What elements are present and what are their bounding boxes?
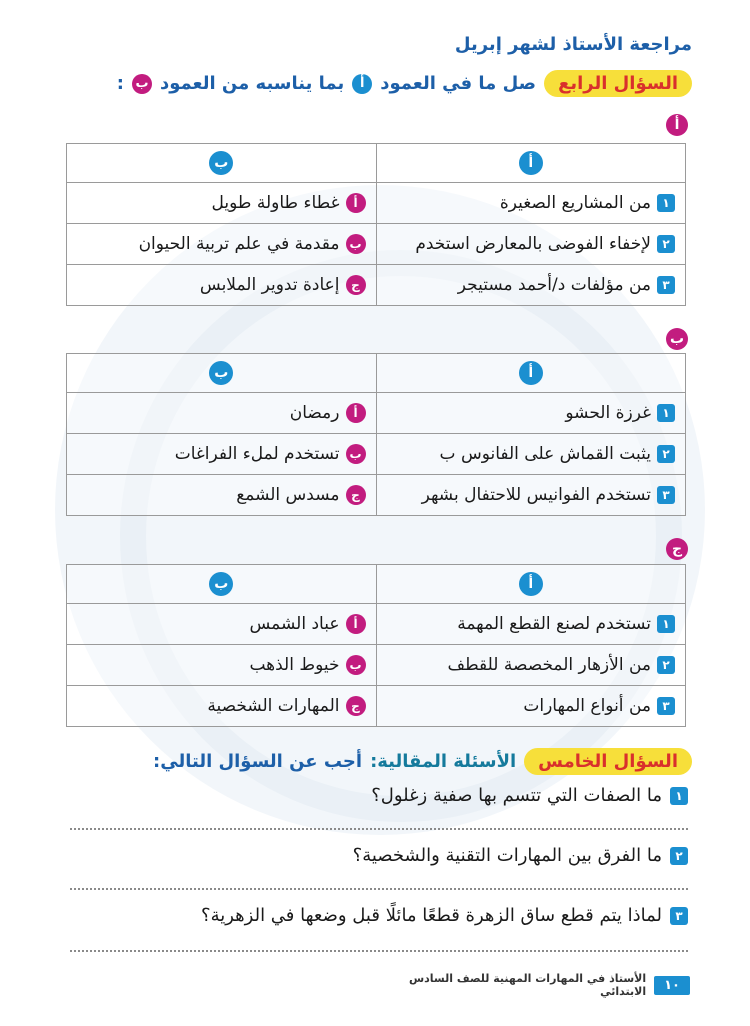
answer-line-2[interactable]	[70, 888, 688, 890]
header-cell-a	[376, 354, 686, 393]
column-a-badge: أ	[352, 74, 372, 94]
question4-colon: :	[116, 73, 124, 94]
question-text: لماذا يتم قطع ساق الزهرة قطعًا مائلًا قبل وضعها في الزهرية؟	[201, 905, 662, 926]
row-number: ٢	[657, 656, 675, 674]
table-row	[67, 224, 686, 265]
cell-a	[376, 604, 686, 645]
table-row	[67, 265, 686, 306]
header-badge-a: أ	[519, 151, 543, 175]
cell-b	[67, 183, 377, 224]
cell-b-text: خيوط الذهب	[249, 655, 340, 675]
row-number: ٣	[657, 697, 675, 715]
cell-b-text: إعادة تدوير الملابس	[199, 275, 340, 295]
cell-b-text: مسدس الشمع	[236, 485, 340, 505]
cell-b-text: مقدمة في علم تربية الحيوان	[138, 234, 340, 254]
header-cell-a	[376, 565, 686, 604]
table-row	[67, 393, 686, 434]
question5-label: السؤال الخامس	[524, 748, 692, 775]
cell-a-text: من الأزهار المخصصة للقطف	[447, 655, 651, 675]
essay-question-2	[50, 845, 688, 866]
cell-b	[67, 393, 377, 434]
matching-table-a	[66, 143, 686, 306]
watermark-ring	[120, 250, 682, 822]
header-cell-b	[67, 565, 377, 604]
cell-a	[376, 393, 686, 434]
question-number: ٣	[670, 907, 688, 925]
cell-b	[67, 265, 377, 306]
cell-a-text: يثبت القماش على الفانوس ب	[439, 444, 651, 464]
question4-heading	[30, 70, 692, 97]
header-badge-a: أ	[519, 361, 543, 385]
table-row	[67, 434, 686, 475]
table-row	[67, 645, 686, 686]
table-header-row	[67, 565, 686, 604]
essay-question-3	[50, 905, 688, 926]
table-row	[67, 686, 686, 727]
cell-a-text: من مؤلفات د/أحمد مستيجر	[457, 275, 651, 295]
header-badge-b: ب	[209, 361, 233, 385]
row-letter: ب	[346, 234, 366, 254]
cell-b	[67, 604, 377, 645]
cell-b	[67, 686, 377, 727]
row-letter: أ	[346, 614, 366, 634]
row-number: ١	[657, 404, 675, 422]
matching-table-c	[66, 564, 686, 727]
row-letter: ج	[346, 275, 366, 295]
cell-b	[67, 475, 377, 516]
matching-table-b	[66, 353, 686, 516]
cell-a	[376, 434, 686, 475]
header-cell-b	[67, 354, 377, 393]
cell-a	[376, 224, 686, 265]
table-row	[67, 183, 686, 224]
cell-a	[376, 686, 686, 727]
cell-a-text: غرزة الحشو	[565, 403, 651, 423]
cell-a-text: من المشاريع الصغيرة	[499, 193, 651, 213]
cell-b-text: تستخدم لملء الفراغات	[174, 444, 340, 464]
row-number: ١	[657, 194, 675, 212]
header-badge-a: أ	[519, 572, 543, 596]
answer-line-1[interactable]	[70, 828, 688, 830]
question-text: ما الفرق بين المهارات التقنية والشخصية؟	[352, 845, 662, 866]
question4-label: السؤال الرابع	[544, 70, 692, 97]
cell-a-text: تستخدم الفوانيس للاحتفال بشهر	[421, 485, 651, 505]
row-letter: ب	[346, 444, 366, 464]
page-title: مراجعة الأستاذ لشهر إبريل	[454, 34, 692, 55]
table-row	[67, 604, 686, 645]
cell-b	[67, 434, 377, 475]
row-letter: ج	[346, 696, 366, 716]
row-number: ٣	[657, 486, 675, 504]
cell-a	[376, 475, 686, 516]
cell-b	[67, 645, 377, 686]
page-footer	[360, 972, 690, 998]
question-text: ما الصفات التي تتسم بها صفية زغلول؟	[371, 785, 662, 806]
answer-line-3[interactable]	[70, 950, 688, 952]
cell-a	[376, 265, 686, 306]
question5-sub-label: الأسئلة المقالية:	[370, 751, 517, 772]
question4-text-part1: صل ما في العمود	[380, 73, 537, 94]
cell-b-text: غطاء طاولة طويل	[211, 193, 340, 213]
row-letter: أ	[346, 403, 366, 423]
question-number: ٢	[670, 847, 688, 865]
page-number: ١٠	[654, 976, 690, 995]
row-letter: ب	[346, 655, 366, 675]
question-number: ١	[670, 787, 688, 805]
row-letter: أ	[346, 193, 366, 213]
cell-b-text: رمضان	[289, 403, 340, 423]
header-cell-b	[67, 144, 377, 183]
row-number: ٢	[657, 235, 675, 253]
question4-text-part2: بما يناسبه من العمود	[159, 73, 345, 94]
header-badge-b: ب	[209, 151, 233, 175]
question5-heading	[30, 748, 692, 775]
section-letter-c: ج	[666, 538, 688, 560]
footer-book-title: الأستاذ في المهارات المهنية للصف السادس الابتدائي	[408, 972, 647, 998]
cell-a-text: لإخفاء الفوضى بالمعارض استخدم	[415, 234, 651, 254]
header-cell-a	[376, 144, 686, 183]
row-number: ١	[657, 615, 675, 633]
cell-a-text: تستخدم لصنع القطع المهمة	[457, 614, 651, 634]
cell-a	[376, 645, 686, 686]
column-b-badge: ب	[132, 74, 152, 94]
question5-instruction: أجب عن السؤال التالي:	[153, 751, 363, 772]
cell-b-text: المهارات الشخصية	[207, 696, 340, 716]
row-number: ٣	[657, 276, 675, 294]
cell-a	[376, 183, 686, 224]
table-header-row	[67, 354, 686, 393]
cell-b	[67, 224, 377, 265]
table-header-row	[67, 144, 686, 183]
header-badge-b: ب	[209, 572, 233, 596]
section-letter-a: أ	[666, 114, 688, 136]
cell-b-text: عباد الشمس	[249, 614, 340, 634]
table-row	[67, 475, 686, 516]
row-number: ٢	[657, 445, 675, 463]
cell-a-text: من أنواع المهارات	[523, 696, 651, 716]
essay-question-1	[50, 785, 688, 806]
section-letter-b: ب	[666, 328, 688, 350]
row-letter: ج	[346, 485, 366, 505]
